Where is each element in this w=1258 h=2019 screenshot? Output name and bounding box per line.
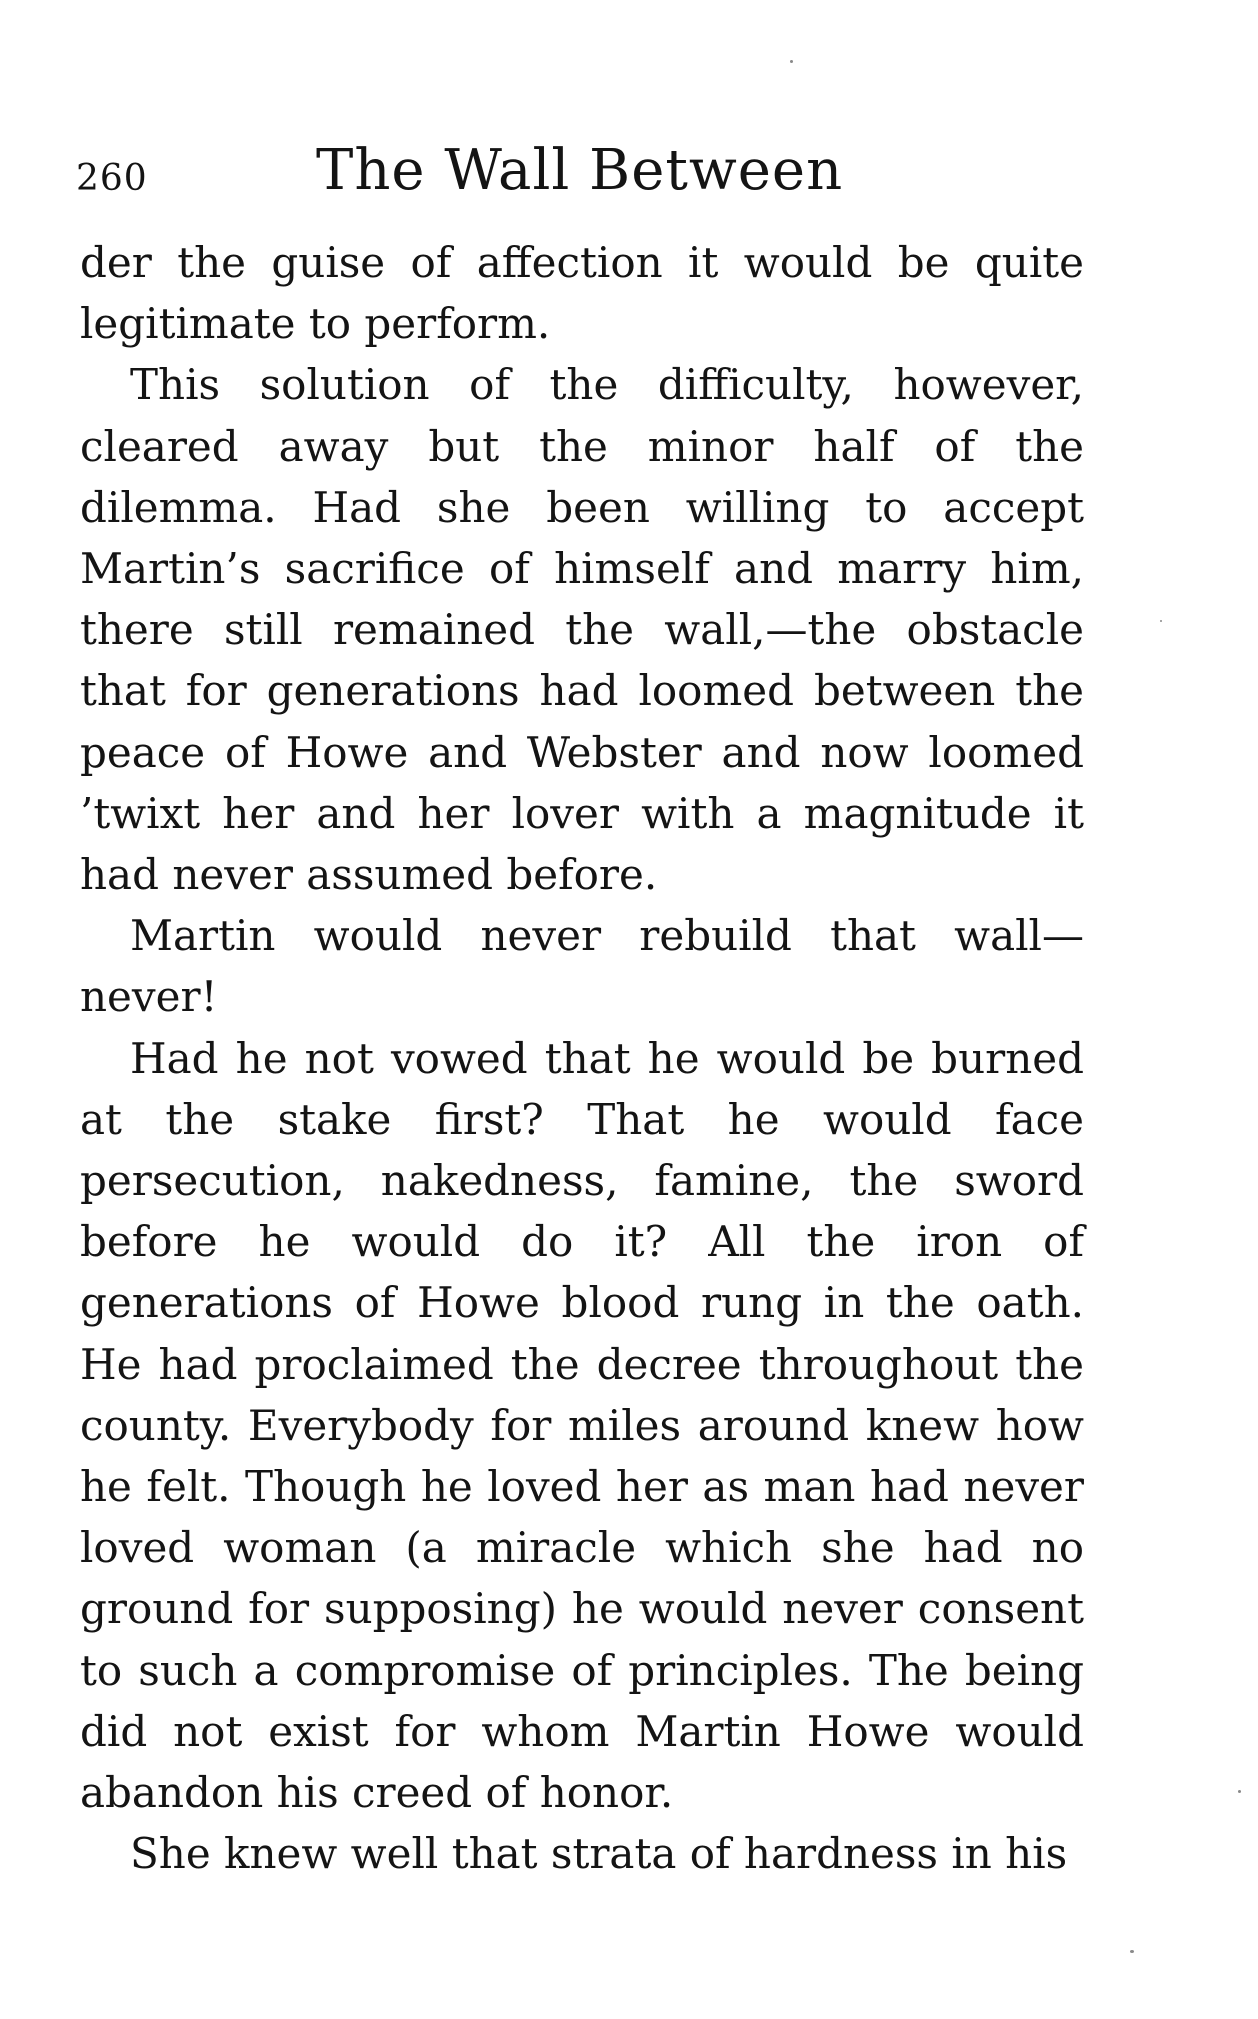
paragraph-2: This solution of the difficulty, however, cleared away but the minor half of the dilemma. Had she been willing to accept Martin’s sacrifice of himself and marry him, there still remained the wall,—the obstacle that for generations had loomed between the peace of Howe and Webster and now loomed ’twixt her and her lover with a magnitude it had never assumed before. [80, 360, 1084, 900]
running-title: The Wall Between [316, 138, 844, 203]
page-header [76, 138, 1086, 208]
scan-speck [1238, 1790, 1241, 1793]
paragraph-3: Martin would never rebuild that wall—never! [80, 911, 1084, 1022]
paragraph-1: der the guise of affection it would be quite legitimate to perform. [80, 238, 1084, 349]
body-text [80, 232, 1084, 1884]
scan-speck [1160, 620, 1162, 622]
paragraph-5: She knew well that strata of hardness in his [130, 1829, 1068, 1879]
page-number: 260 [76, 158, 148, 199]
scan-speck [1130, 1950, 1134, 1953]
scan-speck [790, 60, 793, 63]
paragraph-4: Had he not vowed that he would be burned at the stake first? That he would face persecution, nakedness, famine, the sword before he would do it? All the iron of generations of Howe blood rung in the oath. He had proclaimed the decree throughout the county. Everybody for miles around knew how he felt. Though he loved her as man had never loved woman (a miracle which she had no ground for supposing) he would never consent to such a compromise of principles. The being did not exist for whom Martin Howe would abandon his creed of honor. [80, 1033, 1084, 1818]
